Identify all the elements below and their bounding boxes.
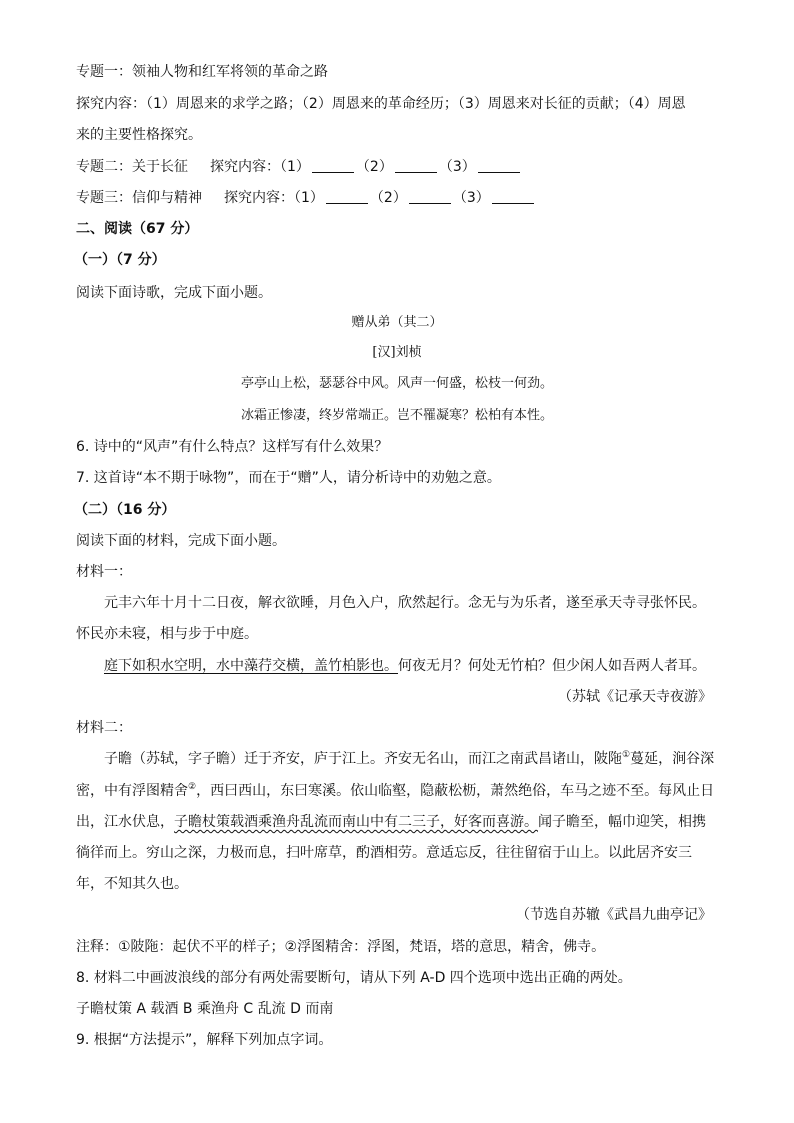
question-8: 8. 材料二中画波浪线的部分有两处需要断句，请从下列 A-D 四个选项中选出正确的两处。: [76, 970, 632, 986]
material1-source: （苏轼《记承天寺夜游》: [558, 689, 712, 705]
question-6: 6. 诗中的“风声”有什么特点？这样写有什么效果？: [76, 439, 389, 455]
material2-source: （节选自苏辙《武昌九曲亭记》: [516, 907, 712, 923]
material2-label: 材料二：: [76, 720, 132, 736]
material1-line2: 怀民亦未寝，相与步于中庭。: [76, 626, 258, 642]
blank-2-label: （2）: [369, 190, 407, 206]
section2-heading: 二、阅读（67 分）: [76, 221, 199, 237]
answer-blank[interactable]: [409, 189, 451, 204]
material1-label: 材料一：: [76, 564, 132, 580]
material2-line2-b: ，西曰西山，东曰寒溪。依山临壑，隐蔽松枥，萧然绝俗，车马之迹不至。每风止日: [196, 783, 715, 799]
topic1-content-line2: 来的主要性格探究。: [76, 127, 202, 143]
underlined-sentence: 庭下如积水空明，水中藻荇交横，盖竹柏影也。: [104, 658, 398, 674]
poem-line-1: 亭亭山上松，瑟瑟谷中风。风声一何盛，松枝一何劲。: [240, 376, 553, 391]
question-8-options: 子瞻杖策 A 载酒 B 乘渔舟 C 乱流 D 而南: [76, 1001, 334, 1017]
part1-heading: （一）（7 分）: [74, 252, 166, 268]
answer-blank[interactable]: [492, 189, 534, 204]
topic3-label: 探究内容：（1）: [224, 190, 324, 206]
answer-blank[interactable]: [395, 158, 437, 173]
part2-heading: （二）（16 分）: [74, 502, 176, 518]
topic3-title: 专题三：信仰与精神: [76, 190, 202, 206]
material1-line3: [104, 656, 706, 676]
topic3-row: [76, 188, 536, 208]
poem-title: 赠从弟（其二）: [351, 315, 443, 330]
topic2-row: [76, 157, 522, 177]
answer-blank[interactable]: [478, 158, 520, 173]
footnote-marker-1: ①: [622, 750, 631, 760]
poem-line-2: 冰霜正惨凄，终岁常端正。岂不罹凝寒？松柏有本性。: [240, 408, 553, 423]
footnote-marker-2: ②: [188, 782, 197, 792]
material2-line5: 年，不知其久也。: [76, 876, 188, 892]
topic1-content-line1: 探究内容：（1）周恩来的求学之路；（2）周恩来的革命经历；（3）周恩来对长征的贡献；（4）周恩: [76, 96, 686, 112]
question-7: 7. 这首诗“本不期于咏物”，而在于“赠”人，请分析诗中的劝勉之意。: [76, 470, 501, 486]
topic1-title: 专题一：领袖人物和红军将领的革命之路: [76, 64, 328, 80]
material2-line3-a: 出，江水伏息，: [76, 814, 174, 830]
wavy-underlined-sentence: 子瞻杖策载酒乘渔舟乱流而南山中有二三子，好客而喜游。: [174, 814, 538, 830]
question-9: 9. 根据“方法提示”，解释下列加点字词。: [76, 1032, 333, 1048]
material2-line1-text: 子瞻（苏轼，字子瞻）迁于齐安，庐于江上。齐安无名山，而江之南武昌诸山，陂陁: [104, 751, 622, 767]
material2-line3-b: 闻子瞻至，幅巾迎笑，相携: [538, 814, 706, 830]
answer-blank[interactable]: [326, 189, 368, 204]
material2-line1-end: 蔓延，涧谷深: [630, 751, 715, 767]
material2-line4: 徜徉而上。穷山之深，力极而息，扫叶席草，酌酒相劳。意适忘反，往往留宿于山上。以此居齐安三: [76, 845, 692, 861]
annotation-notes: 注释：①陂陁：起伏不平的样子；②浮图精舍：浮图，梵语，塔的意思，精舍，佛寺。: [76, 939, 606, 955]
part1-instruction: 阅读下面诗歌，完成下面小题。: [76, 285, 272, 301]
blank-3-label: （3）: [438, 159, 476, 175]
material1-line1: 元丰六年十月十二日夜，解衣欲睡，月色入户，欣然起行。念无与为乐者，遂至承天寺寻张怀民。: [104, 595, 706, 611]
material2-line1: [104, 749, 714, 769]
blank-2-label: （2）: [355, 159, 393, 175]
topic2-label: 探究内容：（1）: [210, 159, 310, 175]
material2-line2-a: 密，中有浮图精舍: [76, 783, 188, 799]
poem-author: [汉]刘桢: [372, 345, 422, 360]
material2-line2: [76, 781, 714, 801]
material2-line3: [76, 812, 706, 832]
material1-line3-rest: 何夜无月？何处无竹柏？但少闲人如吾两人者耳。: [398, 658, 706, 674]
topic2-title: 专题二：关于长征: [76, 159, 188, 175]
part2-instruction: 阅读下面的材料，完成下面小题。: [76, 533, 286, 549]
blank-3-label: （3）: [452, 190, 490, 206]
answer-blank[interactable]: [312, 158, 354, 173]
